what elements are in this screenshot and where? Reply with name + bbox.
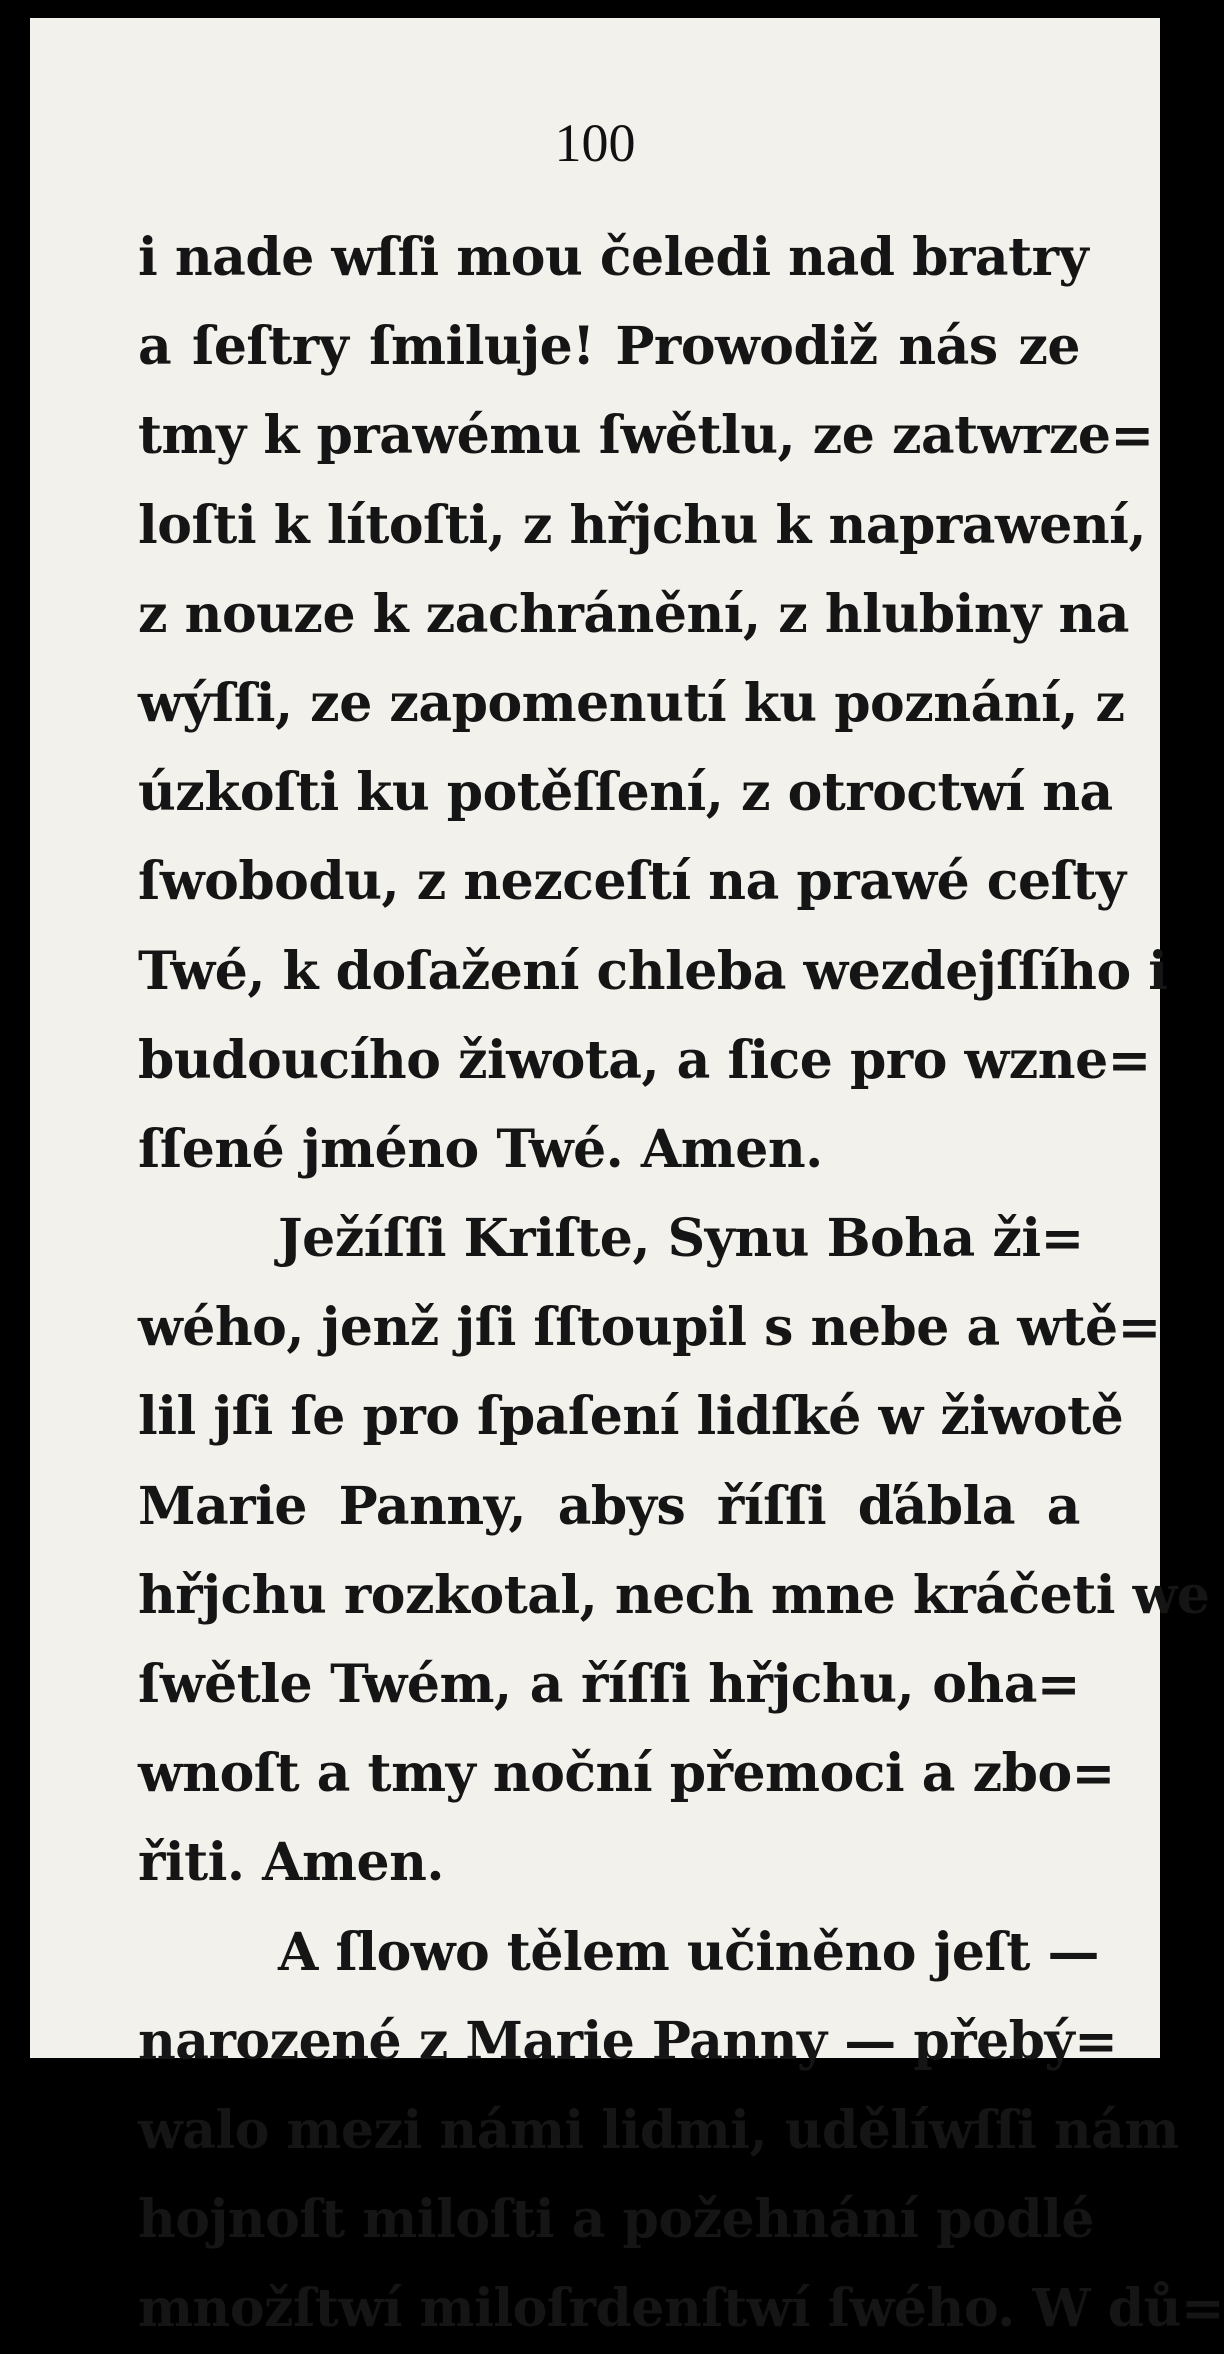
text-line-2: a ſeſtry ſmiluje! Prowodiž nás ze xyxy=(138,316,1080,378)
text-line-5: z nouze k zachránění, z hlubiny na xyxy=(138,583,1129,645)
text-line-19: řiti. Amen. xyxy=(138,1832,444,1894)
text-line-1: i nade wſſi mou čeledi nad bratry xyxy=(138,227,1089,288)
text-line-16: hřjchu rozkotal, nech mne kráčeti we xyxy=(138,1564,1210,1626)
text-line-15: Marie Panny, abys říſſi ďábla a xyxy=(138,1475,1080,1537)
text-line-17: ſwětle Twém, a říſſi hřjchu, oha= xyxy=(138,1654,1080,1715)
page-number: 100 xyxy=(554,113,636,173)
text-line-24: množſtwí miloſrdenſtwí ſwého. W dů= xyxy=(138,2278,1224,2340)
text-line-22: walo mezi námi lidmi, udělíwſſi nám xyxy=(138,2099,1179,2161)
text-line-6: wýſſi, ze zapomenutí ku poznání, z xyxy=(138,672,1125,734)
text-line-3: tmy k prawému ſwětlu, ze zatwrze= xyxy=(138,405,1154,467)
text-line-13: wého, jenž jſi ſſtoupil s nebe a wtě= xyxy=(138,1297,1161,1359)
text-line-14: lil jſi ſe pro ſpaſení lidſké w žiwotě xyxy=(138,1386,1124,1448)
text-line-23: hojnoſt miloſti a požehnání podlé xyxy=(138,2189,1094,2251)
text-line-7: úzkoſti ku potěſſení, z otroctwí na xyxy=(138,762,1113,824)
text-line-4: loſti k lítoſti, z hřjchu k naprawení, xyxy=(138,494,1146,556)
text-line-10: budoucího žiwota, a ſice pro wzne= xyxy=(138,1029,1151,1091)
book-page xyxy=(30,18,1224,2340)
text-line-9: Twé, k doſažení chleba wezdejſſího i xyxy=(138,940,1168,1002)
text-line-12: Ježíſſi Kriſte, Synu Boha ži= xyxy=(278,1208,1084,1270)
text-line-20: A ſlowo tělem učiněno jeſt — xyxy=(278,1921,1099,1983)
text-line-18: wnoſt a tmy noční přemoci a zbo= xyxy=(138,1743,1115,1805)
text-line-11: ſſené jméno Twé. Amen. xyxy=(138,1118,823,1180)
text-line-8: ſwobodu, z nezceſtí na prawé ceſty xyxy=(138,851,1126,913)
body-text xyxy=(138,213,1224,2354)
text-line-21: narozené z Marie Panny — přebý= xyxy=(138,2010,1118,2072)
